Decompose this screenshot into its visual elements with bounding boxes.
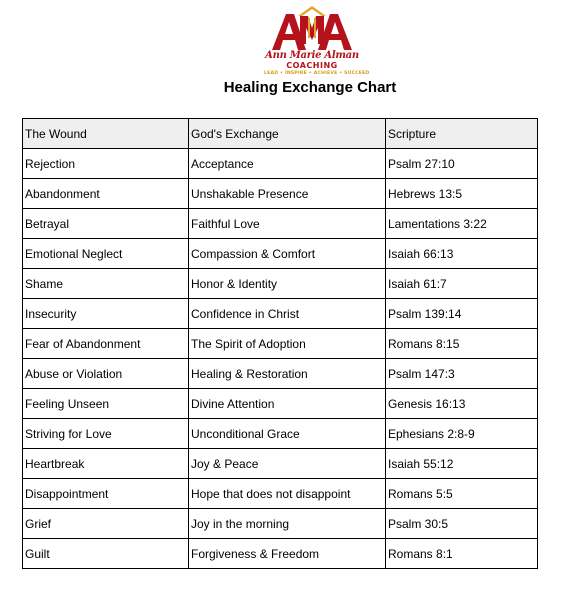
healing-exchange-table	[22, 118, 538, 569]
table-row	[23, 209, 538, 239]
wound-cell: Guilt	[23, 539, 189, 569]
table-row	[23, 179, 538, 209]
header-the-wound: The Wound	[23, 119, 189, 149]
wound-cell: Shame	[23, 269, 189, 299]
exchange-cell: The Spirit of Adoption	[189, 329, 386, 359]
logo-coaching-text: COACHING	[286, 61, 338, 70]
logo-tagline: LEAD • INSPIRE • ACHIEVE • SUCCEED	[264, 71, 370, 76]
scripture-cell: Isaiah 66:13	[386, 239, 538, 269]
scripture-cell: Psalm 147:3	[386, 359, 538, 389]
scripture-cell: Psalm 27:10	[386, 149, 538, 179]
exchange-cell: Hope that does not disappoint	[189, 479, 386, 509]
scripture-cell: Isaiah 55:12	[386, 449, 538, 479]
wound-cell: Abuse or Violation	[23, 359, 189, 389]
wound-cell: Disappointment	[23, 479, 189, 509]
wound-cell: Abandonment	[23, 179, 189, 209]
exchange-cell: Joy & Peace	[189, 449, 386, 479]
exchange-cell: Compassion & Comfort	[189, 239, 386, 269]
wound-cell: Fear of Abandonment	[23, 329, 189, 359]
scripture-cell: Psalm 139:14	[386, 299, 538, 329]
scripture-cell: Hebrews 13:5	[386, 179, 538, 209]
exchange-cell: Acceptance	[189, 149, 386, 179]
table-header-row	[23, 119, 538, 149]
exchange-cell: Unconditional Grace	[189, 419, 386, 449]
scripture-cell: Genesis 16:13	[386, 389, 538, 419]
wound-cell: Grief	[23, 509, 189, 539]
scripture-cell: Romans 8:1	[386, 539, 538, 569]
table-row	[23, 149, 538, 179]
exchange-cell: Joy in the morning	[189, 509, 386, 539]
table-row	[23, 509, 538, 539]
scripture-cell: Romans 5:5	[386, 479, 538, 509]
logo-script-name: Ann Marie Alman	[265, 50, 359, 61]
header-scripture: Scripture	[386, 119, 538, 149]
exchange-cell: Healing & Restoration	[189, 359, 386, 389]
table-row	[23, 269, 538, 299]
exchange-cell: Unshakable Presence	[189, 179, 386, 209]
scripture-cell: Psalm 30:5	[386, 509, 538, 539]
ama-logo-mark	[264, 6, 360, 52]
wound-cell: Heartbreak	[23, 449, 189, 479]
wound-cell: Insecurity	[23, 299, 189, 329]
wound-cell: Rejection	[23, 149, 189, 179]
wound-cell: Betrayal	[23, 209, 189, 239]
table-row	[23, 449, 538, 479]
table-row	[23, 389, 538, 419]
table-row	[23, 299, 538, 329]
page-title: Healing Exchange Chart	[223, 79, 397, 96]
scripture-cell: Romans 8:15	[386, 329, 538, 359]
table-row	[23, 479, 538, 509]
table-row	[23, 359, 538, 389]
exchange-cell: Confidence in Christ	[189, 299, 386, 329]
exchange-cell: Divine Attention	[189, 389, 386, 419]
wound-cell: Emotional Neglect	[23, 239, 189, 269]
scripture-cell: Isaiah 61:7	[386, 269, 538, 299]
table-row	[23, 239, 538, 269]
table-row	[23, 539, 538, 569]
table-row	[23, 419, 538, 449]
wound-cell: Feeling Unseen	[23, 389, 189, 419]
exchange-cell: Faithful Love	[189, 209, 386, 239]
scripture-cell: Lamentations 3:22	[386, 209, 538, 239]
ama-coaching-logo	[264, 6, 370, 78]
exchange-cell: Honor & Identity	[189, 269, 386, 299]
wound-cell: Striving for Love	[23, 419, 189, 449]
exchange-cell: Forgiveness & Freedom	[189, 539, 386, 569]
scripture-cell: Ephesians 2:8-9	[386, 419, 538, 449]
table-row	[23, 329, 538, 359]
header-gods-exchange: God's Exchange	[189, 119, 386, 149]
